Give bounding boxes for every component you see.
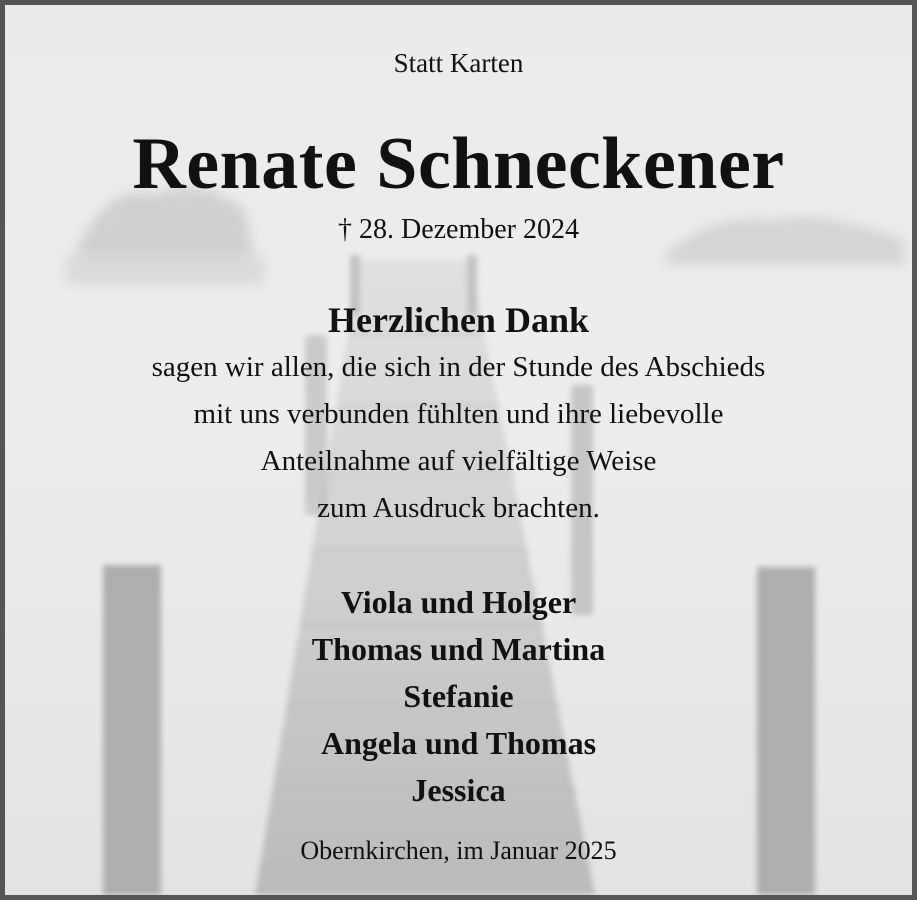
signer: Thomas und Martina [311,631,606,667]
header-statt-karten: Statt Karten [393,48,524,78]
thanks-message [5,344,912,532]
death-date: † 28. Dezember 2024 [337,214,580,245]
deceased-name: Renate Schneckener [132,123,785,205]
place-and-date: Obernkirchen, im Januar 2025 [300,836,617,865]
signer: Jessica [411,772,506,808]
thanks-title: Herzlichen Dank [328,300,589,340]
signers-list [5,579,912,814]
signer: Stefanie [403,678,514,714]
signer: Viola und Holger [340,584,577,620]
thanks-line: sagen wir allen, die sich in der Stunde des Abschieds [151,351,766,383]
thanks-line: mit uns verbunden fühlten und ihre liebevolle [193,398,724,430]
thanks-line: zum Ausdruck brachten. [317,492,600,524]
signer: Angela und Thomas [320,725,597,761]
thanks-line: Anteilnahme auf vielfältige Weise [260,445,657,477]
